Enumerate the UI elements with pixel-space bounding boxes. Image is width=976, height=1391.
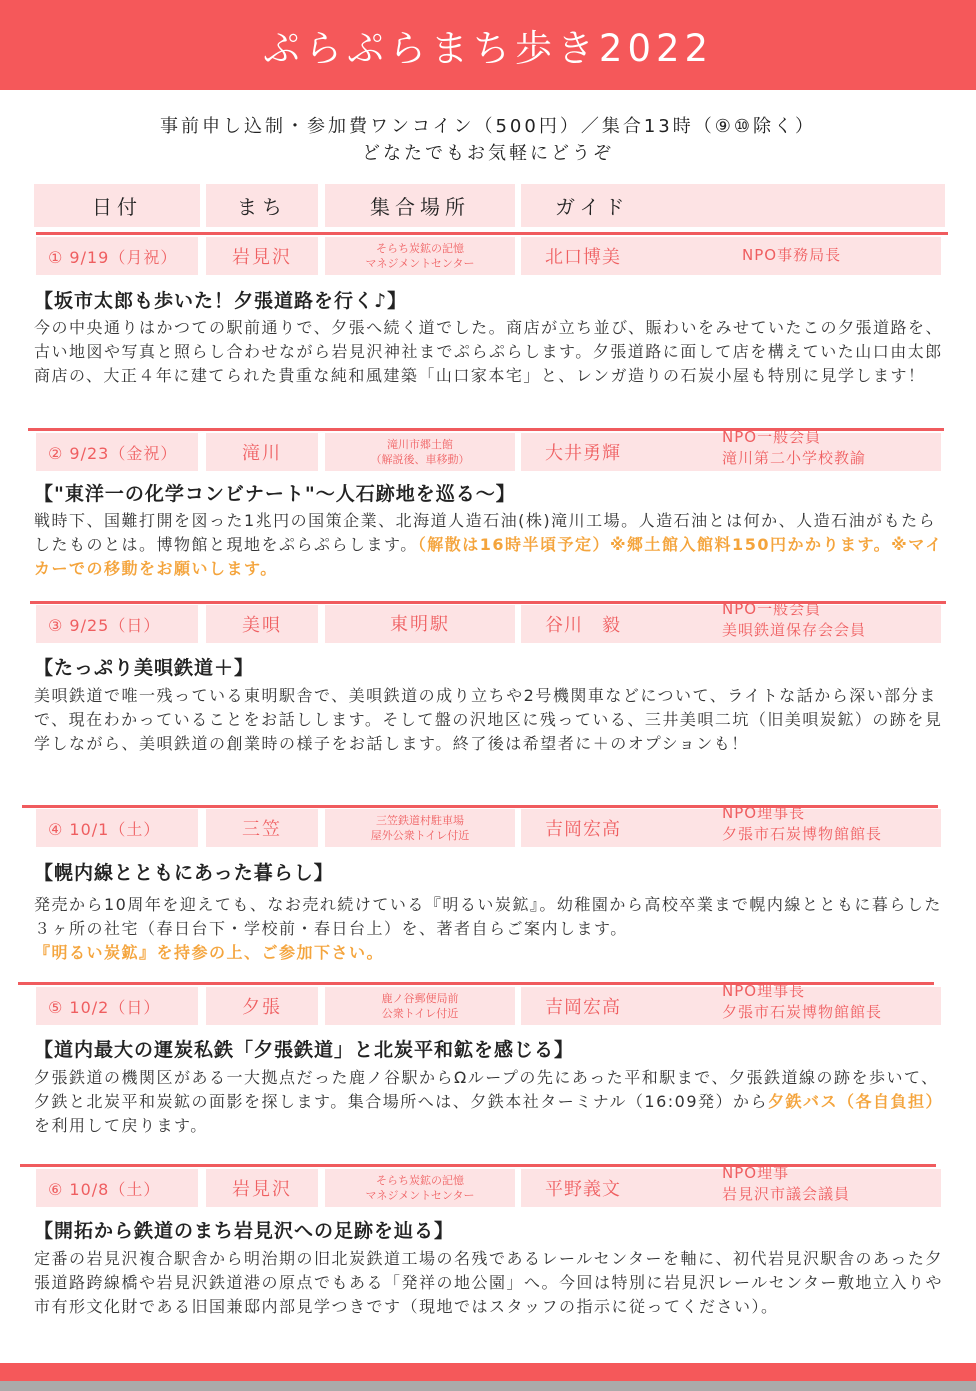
guide-role bbox=[722, 803, 882, 845]
guide-role-line: NPO理事 bbox=[722, 1164, 790, 1182]
event-description bbox=[34, 684, 946, 756]
description-text: 定番の岩見沢複合駅舎から明治期の旧北炭鉄道工場の名残であるレールセンターを軸に、初代岩見沢駅舎のあった夕張道路跨線橋や岩見沢鉄道港の原点でもある「発祥の地公園」へ。今回は特別に岩見沢レールセンター敷地立入りや市有形文化財である旧国兼邸内部見学つきです（現地ではスタッフの指示に従ってください）。 bbox=[34, 1249, 944, 1316]
guide-role-line: 美唄鉄道保存会会員 bbox=[722, 621, 867, 639]
meeting-place-line: そらち炭鉱の記憶 bbox=[376, 242, 464, 255]
event-date: ⑤ 10/2（日） bbox=[36, 987, 198, 1025]
meeting-place-line: 東明駅 bbox=[390, 613, 450, 635]
guide-name: 大井勇輝 bbox=[545, 443, 621, 464]
event-title: 【"東洋一の化学コンビナート"～人石跡地を巡る～】 bbox=[34, 483, 516, 505]
guide-role bbox=[722, 1163, 850, 1205]
event-meeting-place bbox=[325, 1169, 515, 1207]
event-date: ④ 10/1（土） bbox=[36, 809, 198, 847]
meeting-place-line: 屋外公衆トイレ付近 bbox=[370, 829, 470, 842]
guide-role-line: NPO一般会員 bbox=[722, 600, 822, 618]
page-header bbox=[0, 0, 976, 90]
footer-bar-gray bbox=[0, 1381, 976, 1391]
intro-line-2: どなたでもお気軽にどうぞ bbox=[362, 143, 614, 164]
meeting-place-line: そらち炭鉱の記憶 bbox=[376, 1174, 464, 1187]
event-meeting-place bbox=[325, 987, 515, 1025]
event-meeting-place bbox=[325, 809, 515, 847]
guide-role-line: 夕張市石炭博物館館長 bbox=[722, 1003, 883, 1021]
event-date: ③ 9/25（日） bbox=[36, 605, 198, 643]
column-header-date: 日付 bbox=[34, 184, 200, 227]
event-date: ① 9/19（月祝） bbox=[36, 237, 198, 275]
guide-name: 谷川 毅 bbox=[545, 615, 621, 636]
highlight-note: 『明るい炭鉱』を持参の上、ご参加下さい。 bbox=[34, 943, 385, 962]
guide-name: 吉岡宏高 bbox=[545, 819, 621, 840]
footer-bar bbox=[0, 1363, 976, 1381]
meeting-place-line: マネジメントセンター bbox=[365, 1189, 475, 1202]
event-title: 【道内最大の運炭私鉄「夕張鉄道」と北炭平和鉱を感じる】 bbox=[34, 1039, 575, 1061]
column-header-place: 集合場所 bbox=[325, 184, 515, 227]
description-text: 今の中央通りはかつての駅前通りで、夕張へ続く道でした。商店が立ち並び、賑わいをみせていたこの夕張道路を、古い地図や写真と照らし合わせながら岩見沢神社までぷらぷらします。夕張道路に面して店を構えていた山口由太郎商店の、大正４年に建てられた貴重な純和風建築「山口家本宅」と、レンガ造りの石炭小屋も特別に見学します！ bbox=[34, 318, 944, 385]
guide-role-line: 夕張市石炭博物館館長 bbox=[722, 825, 883, 843]
guide-role-line: NPO理事長 bbox=[722, 982, 806, 1000]
guide-role-line: 岩見沢市議会議員 bbox=[722, 1185, 851, 1203]
intro-line-1: 事前申し込制・参加費ワンコイン（500円）／集合13時（⑨⑩除く） bbox=[160, 116, 816, 137]
description-text: 美唄鉄道で唯一残っている東明駅舎で、美唄鉄道の成り立ちや2号機関車などについて、ライトな話から深い部分まで、現在わかっていることをお話しします。そして盤の沢地区に残っている、三井美唄二坑（旧美唄炭鉱）の跡を見学しながら、美唄鉄道の創業時の様子をお話します。終了後は希望者に＋のオプションも！ bbox=[34, 686, 943, 753]
column-header-guide: ガイド bbox=[521, 184, 945, 227]
event-description bbox=[34, 1066, 946, 1138]
guide-role-line: NPO一般会員 bbox=[722, 428, 822, 446]
event-description bbox=[34, 316, 946, 388]
guide-role bbox=[722, 981, 882, 1023]
highlight-note: 夕鉄バス（各自負担） bbox=[768, 1092, 944, 1111]
guide-role-line: NPO理事長 bbox=[722, 804, 806, 822]
event-date: ⑥ 10/8（土） bbox=[36, 1169, 198, 1207]
event-town: 夕張 bbox=[206, 987, 318, 1025]
event-meeting-place bbox=[325, 433, 515, 471]
event-title: 【坂市太郎も歩いた！夕張道路を行く♪】 bbox=[34, 290, 408, 312]
event-title: 【幌内線とともにあった暮らし】 bbox=[34, 862, 334, 884]
guide-role bbox=[722, 599, 866, 641]
column-header-town: まち bbox=[206, 184, 318, 227]
event-town: 美唄 bbox=[206, 605, 318, 643]
event-town: 岩見沢 bbox=[206, 237, 318, 275]
guide-name: 北口博美 bbox=[545, 247, 621, 268]
event-guide bbox=[521, 237, 941, 275]
description-tail: を利用して戻ります。 bbox=[34, 1116, 208, 1135]
event-description bbox=[34, 1247, 946, 1319]
description-text: 夕張鉄道の機関区がある一大拠点だった鹿ノ谷駅からΩループの先にあった平和駅まで、夕張鉄道線の跡を歩いて、夕鉄と北炭平和炭鉱の面影を探します。集合場所へは、夕鉄本社ターミナル（16:09発）から bbox=[34, 1068, 939, 1111]
section-divider bbox=[36, 232, 948, 235]
description-text: 発売から10周年を迎えても、なお売れ続けている『明るい炭鉱』。幼稚園から高校卒業まで幌内線とともに暮らした３ヶ所の社宅（春日台下・学校前・春日台上）を、著者自らご案内します。 bbox=[34, 895, 942, 938]
event-town: 三笠 bbox=[206, 809, 318, 847]
event-meeting-place bbox=[325, 237, 515, 275]
description-text: 戦時下、国難打開を図った1兆円の国策企業、北海道人造石油(株)滝川工場。人造石油とは何か、人造石油がもたらしたものとは。博物館と現地をぷらぷらします。 bbox=[34, 511, 937, 554]
event-title: 【開拓から鉄道のまち岩見沢への足跡を辿る】 bbox=[34, 1220, 455, 1242]
guide-role-line: NPO事務局長 bbox=[742, 246, 842, 264]
meeting-place-line: 鹿ノ谷郵便局前 bbox=[381, 992, 459, 1005]
guide-role bbox=[722, 427, 866, 469]
page-title: ぷらぷらまち歩き2022 bbox=[262, 27, 714, 70]
event-town: 滝川 bbox=[206, 433, 318, 471]
highlight-note: （解散は16時半頃予定）※郷土館入館料150円かかります。※マイカーでの移動をお願いします。 bbox=[34, 535, 943, 578]
event-title: 【たっぷり美唄鉄道＋】 bbox=[34, 657, 255, 679]
guide-name: 吉岡宏高 bbox=[545, 997, 621, 1018]
event-town: 岩見沢 bbox=[206, 1169, 318, 1207]
guide-role bbox=[742, 245, 841, 266]
meeting-place-line: 三笠鉄道村駐車場 bbox=[376, 814, 464, 827]
event-description bbox=[34, 893, 946, 965]
guide-role-line: 滝川第二小学校教諭 bbox=[722, 449, 867, 467]
event-meeting-place bbox=[325, 605, 515, 643]
meeting-place-line: 公衆トイレ付近 bbox=[381, 1007, 459, 1020]
event-description bbox=[34, 509, 946, 581]
guide-name: 平野義文 bbox=[545, 1179, 621, 1200]
meeting-place-line: 滝川市郷土館 bbox=[387, 438, 453, 451]
meeting-place-line: （解説後、車移動） bbox=[370, 453, 470, 466]
meeting-place-line: マネジメントセンター bbox=[365, 257, 475, 270]
event-date: ② 9/23（金祝） bbox=[36, 433, 198, 471]
